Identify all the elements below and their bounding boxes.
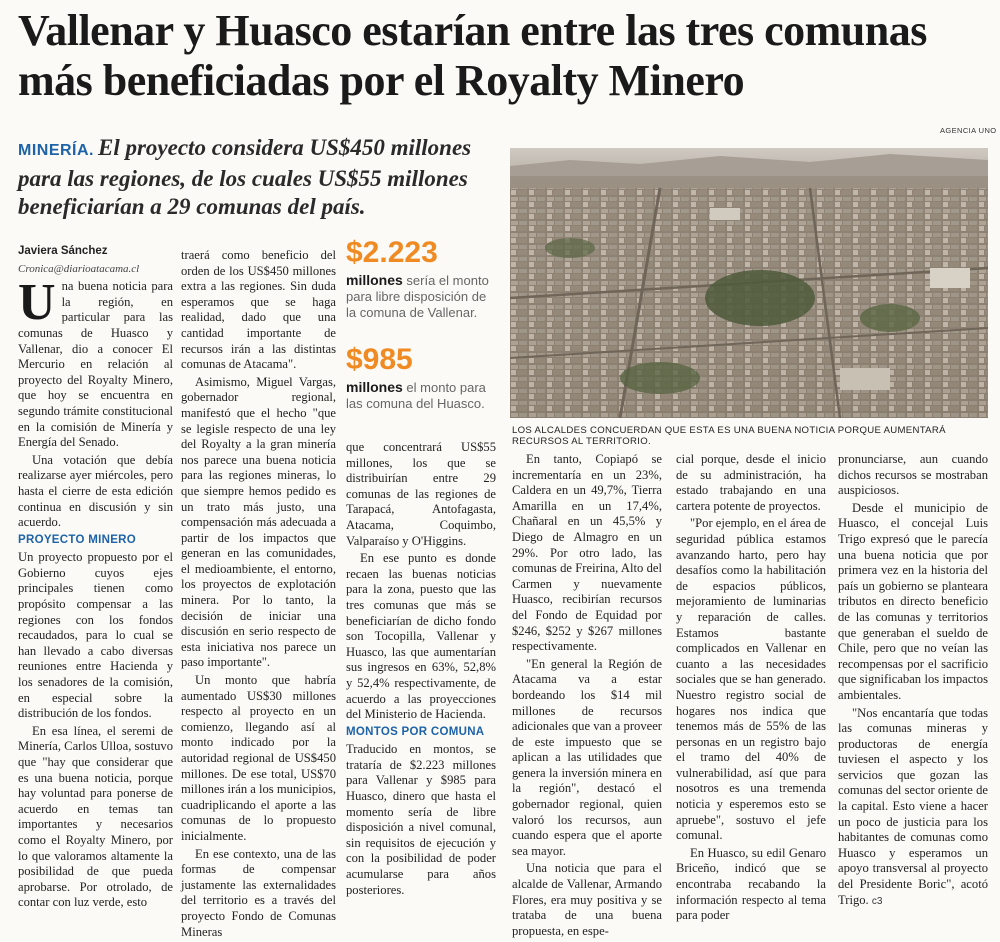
subhead-montos-por-comuna: MONTOS POR COMUNA (346, 725, 485, 738)
paragraph: Traducido en montos, se trataría de $2.223 millones para Vallenar y $985 para Huasco, dinero que hasta el momento sería de libre disposición a nivel comunal, sin requisitos de ejecución y con la posibilidad de poder acumularse para años posteriores. (346, 742, 496, 897)
article-column-2 (181, 248, 336, 942)
paragraph: traerá como beneficio del orden de los US$450 millones extra a las regiones. Sin duda esperamos que se haga realidad, dado que una cantidad importante de recursos irán a las distintas comunas de Atacama". (181, 248, 336, 372)
photo-credit: AGENCIA UNO (940, 126, 997, 135)
drop-cap: U (18, 274, 56, 332)
paragraph: Una noticia que para el alcalde de Vallenar, Armando Flores, era muy positiva y se trataba de una buena propuesta, en espe- (512, 861, 662, 938)
lead-text: El proyecto considera US$450 millones para las regiones, de los cuales US$55 millones beneficiarían a 29 comunas del país. (18, 135, 472, 219)
article-column-5 (676, 452, 826, 926)
stat-vallenar-value: $2.223 (346, 236, 438, 269)
section-label: MINERÍA. (18, 142, 94, 159)
paragraph: En Huasco, su edil Genaro Briceño, indicó que se encontraba recabando la información respecto al tema para poder (676, 845, 826, 923)
stat-huasco-text: millones el monto para las comuna del Huasco. (346, 379, 486, 411)
paragraph: cial porque, desde el inicio de su administración, ha estado trabajando en una cartera potente de proyectos. (676, 452, 826, 513)
byline-email: Cronica@diarioatacama.cl (18, 262, 140, 275)
paragraph: Desde el municipio de Huasco, el concejal Luis Trigo expresó que le parecía una buena noticia que por primera vez en la historia del país un gobierno se planteara tributos en directo beneficio de las comunas y territorios que generaban el sueldo de Chile, pero que no veían las recompensas por el sacrificio que significaban los impactos ambientales. (838, 500, 988, 702)
photo-caption: LOS ALCALDES CONCUERDAN QUE ESTA ES UNA BUENA NOTICIA PORQUE AUMENTARÁ RECURSOS AL TERRITORIO. (512, 425, 946, 447)
aerial-city-photo (510, 148, 988, 418)
subhead-proyecto-minero: PROYECTO MINERO (18, 533, 137, 546)
paragraph: "Por ejemplo, en el área de seguridad pública estamos avanzando harto, pero hay desafíos como la habilitación de espacios públicos, mejoramiento de luminarias y reparación de calles. Estamos bastante complicados en Vallenar en cuanto a las necesidades sociales que se han generado. Nuestro registro social de hogares nos indica que tenemos más de 55% de las personas en un registro bajo el tramo del 40% de vulnerabilidad, así que para nosotros es una tremenda noticia y esperemos esto se apruebe", sostuvo el jefe comunal. (676, 516, 826, 843)
paragraph: Un proyecto propuesto por el Gobierno cuyos ejes principales tienen como propósito compensar a las regiones con los fondos recaudados, para lo cual se han llevado a cabo diversas reuniones entre Hacienda y los senadores de la comisión, en especial sobre la distribución de los fondos. (18, 550, 173, 721)
byline-author: Javiera Sánchez (18, 245, 108, 257)
article-column-3 (346, 440, 496, 900)
headline-line-1: Vallenar y Huasco estarían entre las tres comunas (18, 6, 927, 55)
paragraph: pronunciarse, aun cuando dichos recursos se mostraban auspiciosos. (838, 452, 988, 498)
article-column-1 (18, 244, 173, 913)
article-column-6 (838, 452, 988, 911)
stats-box (346, 236, 496, 412)
lead-paragraph (18, 134, 498, 221)
paragraph: Un monto que habría aumentado US$30 millones respecto al proyecto en un comienzo, llegando así al monto indicado por la autoridad regional de US$450 millones. De ese total, US$70 millones irán a los municipios, cuadriplicando el aporte a las comunas de lo propuesto inicialmente. (181, 673, 336, 843)
paragraph: En esa línea, el seremi de Minería, Carlos Ulloa, sostuvo que "hay que considerar que es una buena noticia, porque hay voluntad para ponerse de acuerdo en temas tan importantes y necesarios como el Royalty Minero, por lo que valoramos altamente la posibilidad de que pueda aprobarse. Por otrolado, de contar con luz verde, esto (18, 723, 173, 910)
paragraph: Una buena noticia para la región, en particular para las comunas de Huasco y Vallenar, dio a conocer El Mercurio en relación al proyecto del Royalty Minero, que hoy se encuentra en segundo trámite constitucional en la comisión de Minería y Energía del Senado. (18, 274, 173, 450)
paragraph: En ese contexto, una de las formas de compensar justamente las externalidades del territorio es a través del proyecto Fondo de Comunas Mineras (181, 846, 336, 939)
article-column-4 (512, 452, 662, 941)
headline-line-2: más beneficiadas por el Royalty Minero (18, 56, 745, 105)
stat-huasco-value: $985 (346, 343, 413, 376)
paragraph: Asimismo, Miguel Vargas, gobernador regional, manifestó que el hecho "que se legisle respecto de una ley del Royalty a la gran minería nos parece una buena noticia para las regiones mineras, lo que siempre hemos pedido es un trato más justo, una compensación más adecuada a partir de los impactos que generan en las comunidades, el medioambiente, el entorno, los proyectos de explotación minera. Por lo tanto, la decisión de iniciar una discusión en serio respecto de esta iniciativa nos parece un paso importante". (181, 374, 336, 670)
paragraph: "En general la Región de Atacama va a estar bordeando los $14 mil millones de recursos adicionales que van a proveer de este impuesto que se aplican a las utilidades que genera la inversión minera en la región", destacó el gobernador regional, quien valoró los recursos, aun cuando espera que el aporte sea mayor. (512, 656, 662, 858)
paragraph: En ese punto es donde recaen las buenas noticias para la zona, puesto que las tres comunas que más se beneficiarían de dicho fondo son Tocopilla, Vallenar y Huasco, las que aumentarían sus ingresos en 63%, 52,8% y 52,4% respectivamente, de acuerdo a las proyecciones del Ministerio de Hacienda. (346, 551, 496, 722)
headline (18, 6, 988, 106)
paragraph: que concentrará US$55 millones, los que se distribuirían entre 29 comunas de las regiones de Tarapacá, Antofagasta, Atacama, Coquimbo, Valparaíso y O'Higgins. (346, 440, 496, 548)
aerial-photo-illustration (510, 148, 988, 418)
stat-vallenar-text: millones sería el monto para libre disposición de la comuna de Vallenar. (346, 272, 489, 320)
end-mark: c3 (871, 895, 883, 907)
paragraph: Una votación que debía realizarse ayer miércoles, pero hasta el cierre de esta edición continua en discusión y sin acuerdo. (18, 452, 173, 530)
paragraph: En tanto, Copiapó se incrementaría en un 23%, Caldera en un 49,7%, Tierra Amarilla en un 17,4%, Chañaral en un 45,5% y Diego de Almagro en un 29%. Por otro lado, las comunas de Freirina, Alto del Carmen y nuevamente Huasco, recibirían recursos del Fondo de Equidad por $246, $252 y $267 millones respectivamente. (512, 452, 662, 654)
paragraph: "Nos encantaría que todas las comunas mineras y productoras de energía tuviesen el aspecto y los servicios que gozan las comunas del sector oriente de la capital. Esto viene a hacer un poco de justicia para los habitantes de comunas como Huasco y esperamos un apoyo transversal al proyecto del Presidente Boric", acotó Trigo. c3 (838, 705, 988, 907)
